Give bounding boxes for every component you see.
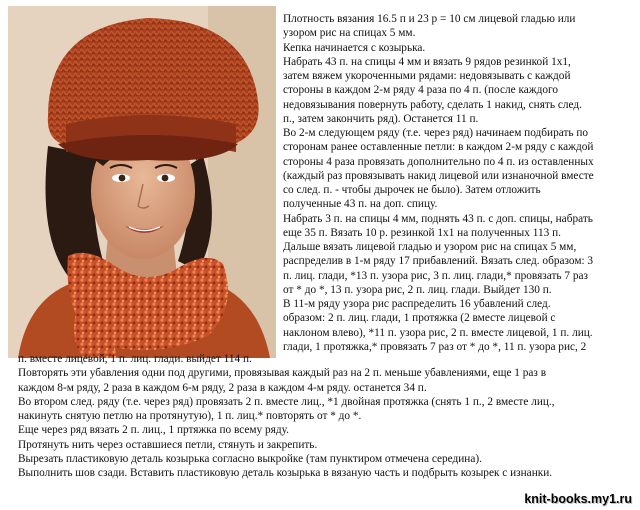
- text-line: Выполнить шов сзади. Вставить пластиковую деталь козырька в вязаную часть и подбрыть козырек с изнанки.: [18, 467, 553, 479]
- text-line: Протянуть нить через оставшиеся петли, стянуть и закрепить.: [18, 438, 318, 451]
- text-line: узором рис на спицах 5 мм.: [283, 27, 416, 40]
- text-line: затем вяжем укороченными рядами: недовязывать с каждой: [283, 70, 571, 82]
- text-line: Во втором след. ряду (т.е. через ряд) провязать 2 п. вместе лиц., *1 двойная протяжка (снять 1 п., 2 вместе лиц.,: [18, 395, 555, 408]
- text-line: каждом 8-м ряду, 2 раза в каждом 6-м ряду, 2 раза в каждом 4-м ряду. останется 34 п.: [18, 381, 427, 394]
- text-line: Дальше вязать лицевой гладью и узором рис на спицах 5 мм,: [283, 241, 577, 253]
- text-line: Вырезать пластиковую деталь козырька согласно выкройке (там пунктиром отмечена середина).: [18, 452, 482, 465]
- text-line: недовязывания повернуть работу, сделать 1 накид, снять след.: [283, 98, 582, 111]
- instructions-continued: [18, 352, 634, 480]
- instructions-column: [283, 12, 633, 354]
- text-line: стороны 4 раза провязать дополнительно по 4 п. из оставленных: [283, 155, 594, 168]
- knitted-cap-photo: [8, 6, 276, 358]
- text-line: наклоном влево), *11 п. узора рис, 2 п. вместе лицевой, 1 п. лиц.: [283, 326, 593, 339]
- model-photo: [8, 6, 276, 358]
- text-line: Во 2-м следующем ряду (т.е. через ряд) начинаем подбирать по: [283, 127, 589, 139]
- text-line: Кепка начинается с козырька.: [283, 41, 426, 54]
- text-line: В 11-м ряду узора рис распределить 16 убавлений след.: [283, 298, 551, 310]
- text-line: Еще через ряд вязать 2 п. лиц., 1 пртяжка по всему ряду.: [18, 424, 289, 437]
- site-watermark: knit-books.my1.ru: [524, 492, 632, 506]
- text-line: сторонам ранее оставленные петли: в каждом 2-м ряду с каждой: [283, 141, 594, 154]
- text-line: п., затем закончить ряд). Останется 11 п.: [283, 112, 479, 125]
- text-line: накинуть снятую петлю на протянутую), 1 п. лиц.* повторять от * до *.: [18, 410, 362, 422]
- text-line: (каждый раз провязывать накид лицевой или изнаночной вместе: [283, 169, 594, 182]
- text-line: Набрать 3 п. на спицы 4 мм, поднять 43 п. с доп. спицы, набрать: [283, 212, 593, 225]
- text-line: глади, 1 протяжка,* провязать 7 раз от * до *, 11 п. узора рис, 2: [283, 340, 587, 353]
- text-line: от * до *, 13 п. узора рис, 2 п. лиц. глади. Выйдет 130 п.: [283, 283, 552, 296]
- text-line: Повторять эти убавления одни под другими, провязывая каждый раз на 2 п. меньше убавлениями, еще 1 раз в: [18, 367, 547, 380]
- text-line: стороны в каждом 2-м ряду 4 раза по 4 п. (после каждого: [283, 84, 558, 97]
- text-line: Набрать 43 п. на спицы 4 мм и вязать 9 рядов резинкой 1х1,: [283, 55, 571, 68]
- text-line: п. вместе лицевой, 1 п. лиц. глади. выйдет 114 п.: [18, 353, 252, 365]
- text-line: со след. п. - чтобы дырочек не было). Затем отложить: [283, 184, 541, 196]
- text-line: полученные 43 п. на доп. спицу.: [283, 198, 438, 211]
- text-line: п. лиц. глади, *13 п. узора рис, 3 п. лиц. глади,* провязать 7 раз: [283, 269, 588, 282]
- text-line: еще 35 п. Вязать 10 р. резинкой 1х1 на полученных 113 п.: [283, 226, 561, 239]
- text-line: Плотность вязания 16.5 п и 23 р = 10 см лицевой гладью или: [283, 13, 576, 25]
- text-line: образом: 2 п. лиц. глади, 1 протяжка (2 вместе лицевой с: [283, 312, 556, 325]
- text-line: распределив в 1-м ряду 17 прибавлений. Вязать след. образом: 3: [283, 255, 594, 268]
